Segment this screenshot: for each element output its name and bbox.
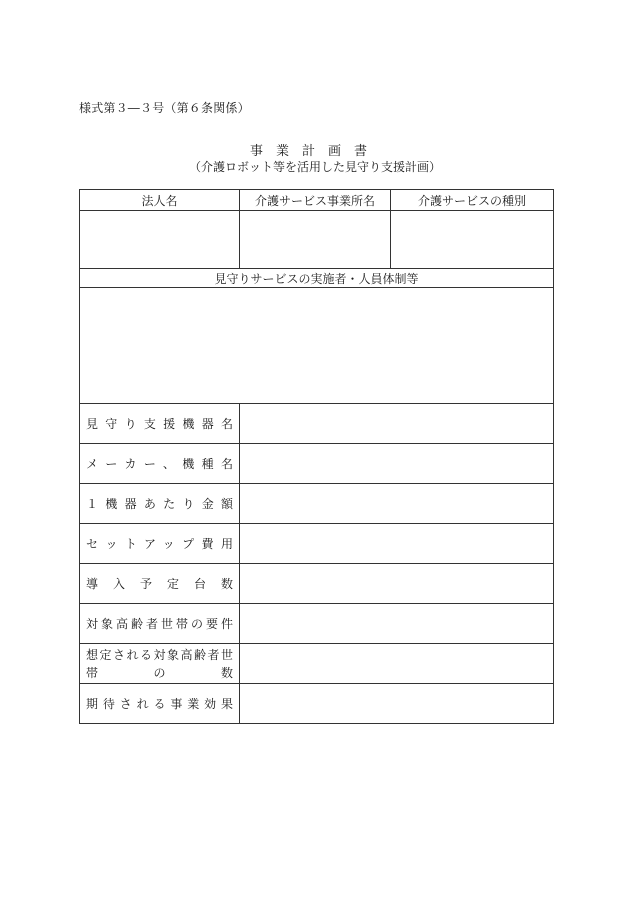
unit-price-label: １機器あたり金額: [80, 484, 240, 524]
setup-cost-label: セットアップ費用: [80, 524, 240, 564]
device-name-field[interactable]: [240, 404, 554, 444]
device-name-label: 見守り支援機器名: [80, 404, 240, 444]
planned-units-label: 導入予定台数: [80, 564, 240, 604]
document-title: 事業計画書: [249, 144, 380, 159]
household-requirements-field[interactable]: [240, 604, 554, 644]
expected-effect-label: 期待される事業効果: [80, 684, 240, 724]
planned-units-field[interactable]: [240, 564, 554, 604]
service-type-field[interactable]: [391, 211, 554, 269]
household-requirements-label: 対象高齢者世帯の要件: [80, 604, 240, 644]
assumed-households-label: 想定される対象高齢者世 帯の数: [80, 644, 240, 684]
corporation-name-header: 法人名: [80, 190, 240, 211]
form-number: 様式第３―３号（第６条関係）: [79, 101, 250, 115]
office-name-field[interactable]: [240, 211, 391, 269]
unit-price-field[interactable]: [240, 484, 554, 524]
maker-model-label: メーカー、機種名: [80, 444, 240, 484]
expected-effect-field[interactable]: [240, 684, 554, 724]
corporation-name-field[interactable]: [80, 211, 240, 269]
staffing-section-field[interactable]: [80, 288, 554, 404]
document-subtitle: （介護ロボット等を活用した見守り支援計画）: [188, 160, 441, 174]
setup-cost-field[interactable]: [240, 524, 554, 564]
office-name-header: 介護サービス事業所名: [240, 190, 391, 211]
assumed-households-field[interactable]: [240, 644, 554, 684]
staffing-section-heading: 見守りサービスの実施者・人員体制等: [80, 269, 554, 288]
plan-form-table: [79, 189, 554, 724]
service-type-header: 介護サービスの種別: [391, 190, 554, 211]
maker-model-field[interactable]: [240, 444, 554, 484]
